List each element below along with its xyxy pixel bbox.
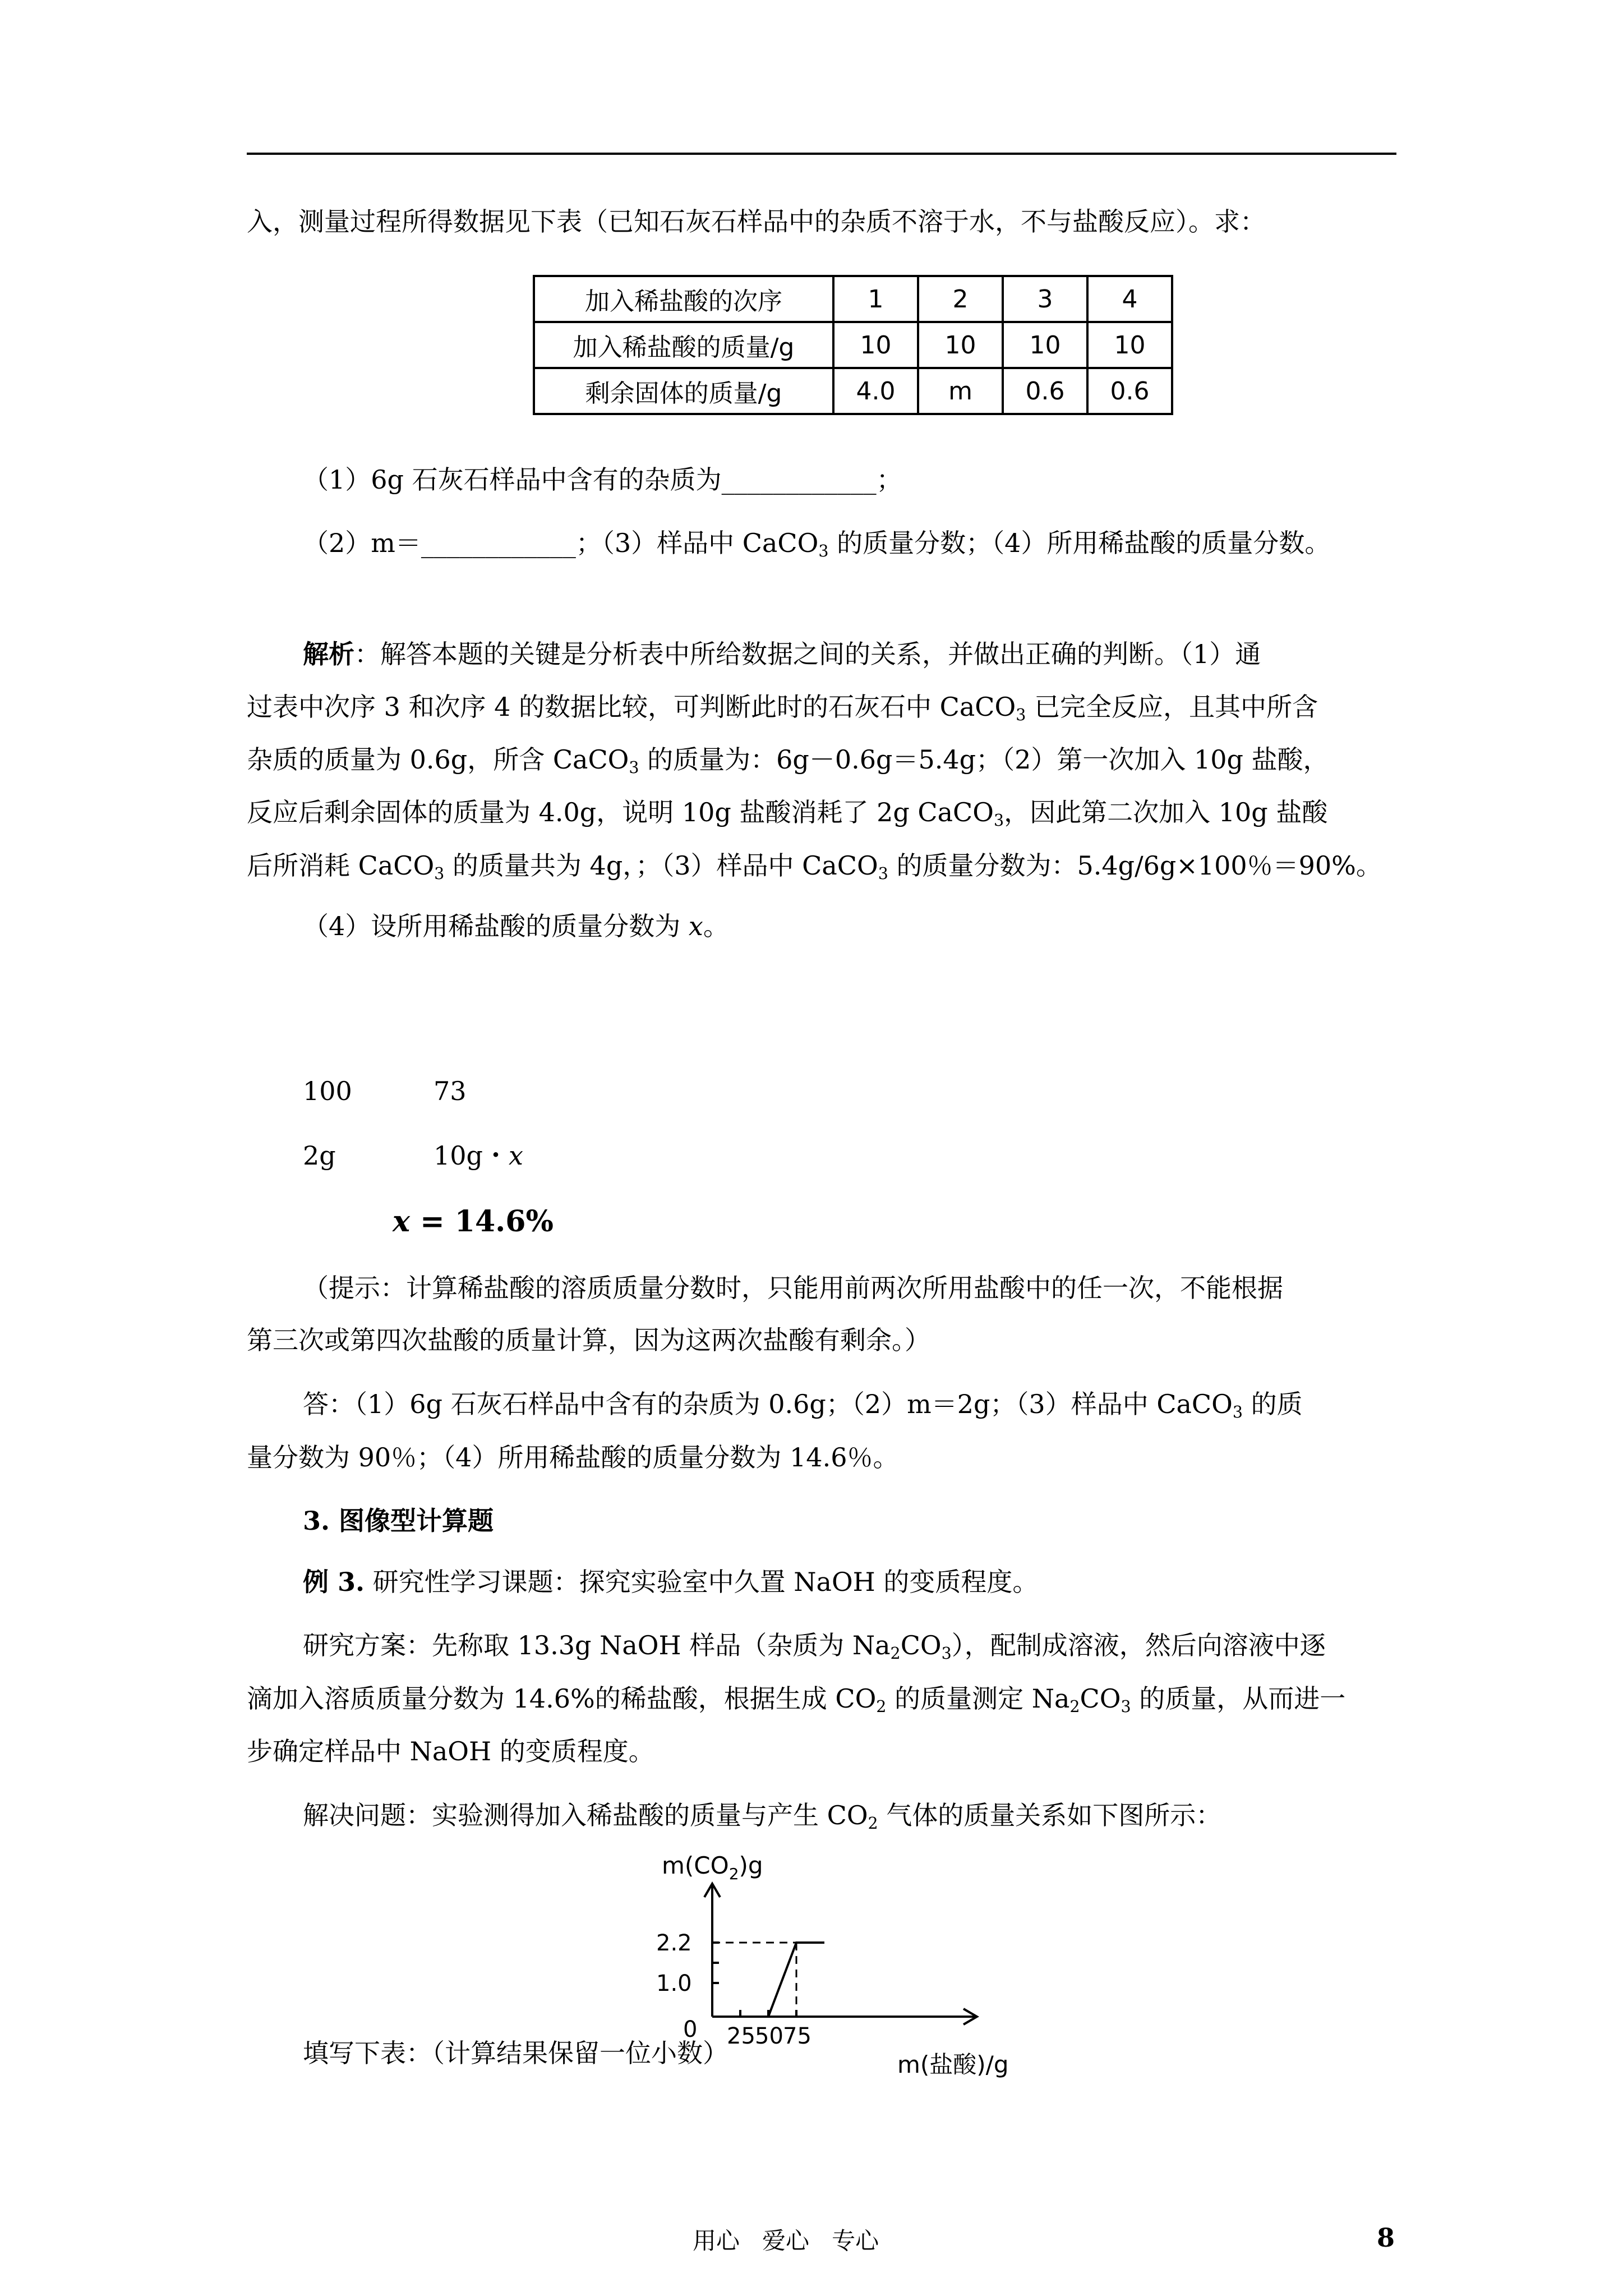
table-cell: 3 [1003, 276, 1087, 322]
plan-text: 研究方案：先称取 13.3g NaOH 样品（杂质为 Na [303, 1630, 891, 1660]
question-1-end: ； [876, 464, 902, 495]
header-rule [247, 153, 1396, 155]
question-2-blank: ____________ [421, 528, 576, 558]
calc-100: 100 [303, 1076, 352, 1106]
table-row [534, 322, 1172, 368]
answer-text: 的质 [1243, 1389, 1303, 1419]
table-row-header: 加入稀盐酸的次序 [534, 276, 833, 322]
analysis-text: 的质量为：6g－0.6g＝5.4g；（2）第一次加入 10g 盐酸， [639, 744, 1329, 775]
table-cell: 2 [918, 276, 1003, 322]
question-4-text: 的质量分数；（4）所用稀盐酸的质量分数。 [828, 528, 1331, 558]
subscript: 3 [818, 541, 829, 560]
series-line [768, 1943, 824, 2017]
data-table [533, 275, 1173, 415]
example-text: 研究性学习课题：探究实验室中久置 NaOH 的变质程度。 [365, 1567, 1039, 1597]
solve-text: 气体的质量关系如下图所示： [878, 1800, 1222, 1830]
step-4-text: （4）设所用稀盐酸的质量分数为 [303, 911, 689, 941]
plan-text: CO [1080, 1683, 1121, 1714]
variable-x: x [508, 1140, 523, 1171]
subscript: 2 [1069, 1697, 1080, 1716]
table-cell: 0.6 [1003, 368, 1087, 414]
solve-line [303, 1802, 1221, 1832]
calc-result [393, 1204, 554, 1239]
x-tick-label: 25 [727, 2023, 755, 2049]
plan-line-3: 步确定样品中 NaOH 的变质程度。 [247, 1736, 654, 1766]
analysis-line-5 [247, 850, 1382, 883]
table-row [534, 368, 1172, 414]
table-row-header: 加入稀盐酸的质量/g [534, 322, 833, 368]
analysis-line-3 [247, 744, 1329, 777]
analysis-label: 解析 [303, 639, 354, 669]
table-cell: 10 [918, 322, 1003, 368]
subscript: 3 [878, 864, 888, 883]
analysis-text: ：解答本题的关键是分析表中所给数据之间的关系，并做出正确的判断。（1）通 [354, 639, 1261, 669]
fill-table-line: 填写下表：（计算结果保留一位小数） [303, 2038, 728, 2068]
table-cell: 10 [833, 322, 918, 368]
page-number: 8 [1377, 2223, 1395, 2253]
plan-line-1 [303, 1632, 1326, 1662]
analysis-text: 的质量共为 4g，；（3）样品中 CaCO [444, 850, 878, 881]
analysis-line-4 [247, 799, 1327, 829]
solve-text: 解决问题：实验测得加入稀盐酸的质量与产生 CO [303, 1800, 868, 1830]
x-axis-label: m(盐酸)/g [897, 2051, 1009, 2078]
analysis-text: 反应后剩余固体的质量为 4.0g，说明 10g 盐酸消耗了 2g CaCO [247, 797, 994, 827]
subscript: 2 [876, 1697, 887, 1716]
answer-text: 答：（1）6g 石灰石样品中含有的杂质为 0.6g；（2）m＝2g；（3）样品中 CaCO [303, 1389, 1233, 1419]
section-3-title: 3. 图像型计算题 [303, 1506, 494, 1536]
plan-text: 滴加入溶质质量分数为 14.6%的稀盐酸，根据生成 CO [247, 1683, 877, 1714]
answer-line-2: 量分数为 90％；（4）所用稀盐酸的质量分数为 14.6％。 [247, 1442, 899, 1473]
hint-line-1: （提示：计算稀盐酸的溶质质量分数时，只能用前两次所用盐酸中的任一次，不能根据 [303, 1273, 1283, 1303]
subscript: 3 [629, 758, 639, 777]
table-cell: 1 [833, 276, 918, 322]
table-row [534, 276, 1172, 322]
page-footer: 用心 爱心 专心 [693, 2227, 879, 2254]
analysis-text: 过表中次序 3 和次序 4 的数据比较，可判断此时的石灰石中 CaCO [247, 692, 1016, 722]
analysis-line-2 [247, 694, 1318, 724]
plan-text: 的质量测定 Na [886, 1683, 1070, 1714]
subscript: 3 [993, 811, 1004, 830]
variable-x: x [688, 911, 703, 941]
question-2-text: （2）m＝ [303, 528, 421, 558]
x-tick-label: 50 [755, 2023, 783, 2049]
table-cell: 4.0 [833, 368, 918, 414]
step-4-end: 。 [703, 911, 729, 941]
example-3 [303, 1569, 1038, 1595]
plan-text: ），配制成溶液，然后向溶液中逐 [951, 1630, 1326, 1660]
example-label: 例 3. [303, 1567, 365, 1597]
question-1-blank: ____________ [721, 464, 877, 495]
question-3-text: ；（3）样品中 CaCO [575, 528, 819, 558]
x-tick-label: 75 [783, 2023, 811, 2049]
table-cell: 10 [1003, 322, 1087, 368]
calc-10gx [434, 1140, 523, 1171]
plan-text: 的质量，从而进一 [1131, 1683, 1346, 1714]
table-cell: 4 [1087, 276, 1172, 322]
subscript: 2 [868, 1814, 878, 1833]
intro-line: 入，测量过程所得数据见下表（已知石灰石样品中的杂质不溶于水，不与盐酸反应）。求： [247, 206, 1266, 237]
answer-line-1 [303, 1391, 1303, 1421]
step-4 [303, 913, 729, 939]
analysis-line-1 [303, 641, 1261, 667]
y-tick-label: 2.2 [656, 1930, 692, 1956]
result-value: = 14.6% [410, 1204, 554, 1239]
subscript: 3 [434, 864, 445, 883]
subscript: 3 [1232, 1402, 1243, 1421]
analysis-text: ，因此第二次加入 10g 盐酸 [1004, 797, 1328, 827]
y-tick-label: 1.0 [656, 1971, 692, 1996]
analysis-text: 杂质的质量为 0.6g，所含 CaCO [247, 744, 629, 775]
hint-line-2: 第三次或第四次盐酸的质量计算，因为这两次盐酸有剩余。） [247, 1325, 930, 1355]
plan-line-2 [247, 1683, 1346, 1716]
subscript: 3 [1016, 705, 1026, 724]
y-axis-label: $m(CO_2)g$ [662, 1852, 763, 1883]
subscript: 2 [890, 1644, 901, 1663]
co2-chart [645, 1851, 1049, 2154]
variable-x: x [393, 1204, 411, 1239]
analysis-text: 后所消耗 CaCO [247, 850, 435, 881]
table-cell: 10 [1087, 322, 1172, 368]
table-row-header: 剩余固体的质量/g [534, 368, 833, 414]
analysis-text: 的质量分数为：5.4g/6g×100％＝90%。 [888, 850, 1382, 881]
question-1-text: （1）6g 石灰石样品中含有的杂质为 [303, 464, 722, 495]
plan-text: CO [900, 1630, 942, 1660]
table-cell: 0.6 [1087, 368, 1172, 414]
calc-text: 10g・ [434, 1140, 509, 1171]
calc-2g: 2g [303, 1140, 336, 1171]
subscript: 3 [941, 1644, 952, 1663]
subscript: 3 [1121, 1697, 1131, 1716]
origin-label: 0 [683, 2017, 698, 2042]
calc-73: 73 [434, 1076, 467, 1106]
table-cell: m [918, 368, 1003, 414]
analysis-text: 已完全反应，且其中所含 [1026, 692, 1318, 722]
question-2 [303, 530, 1330, 560]
question-1 [303, 464, 902, 495]
